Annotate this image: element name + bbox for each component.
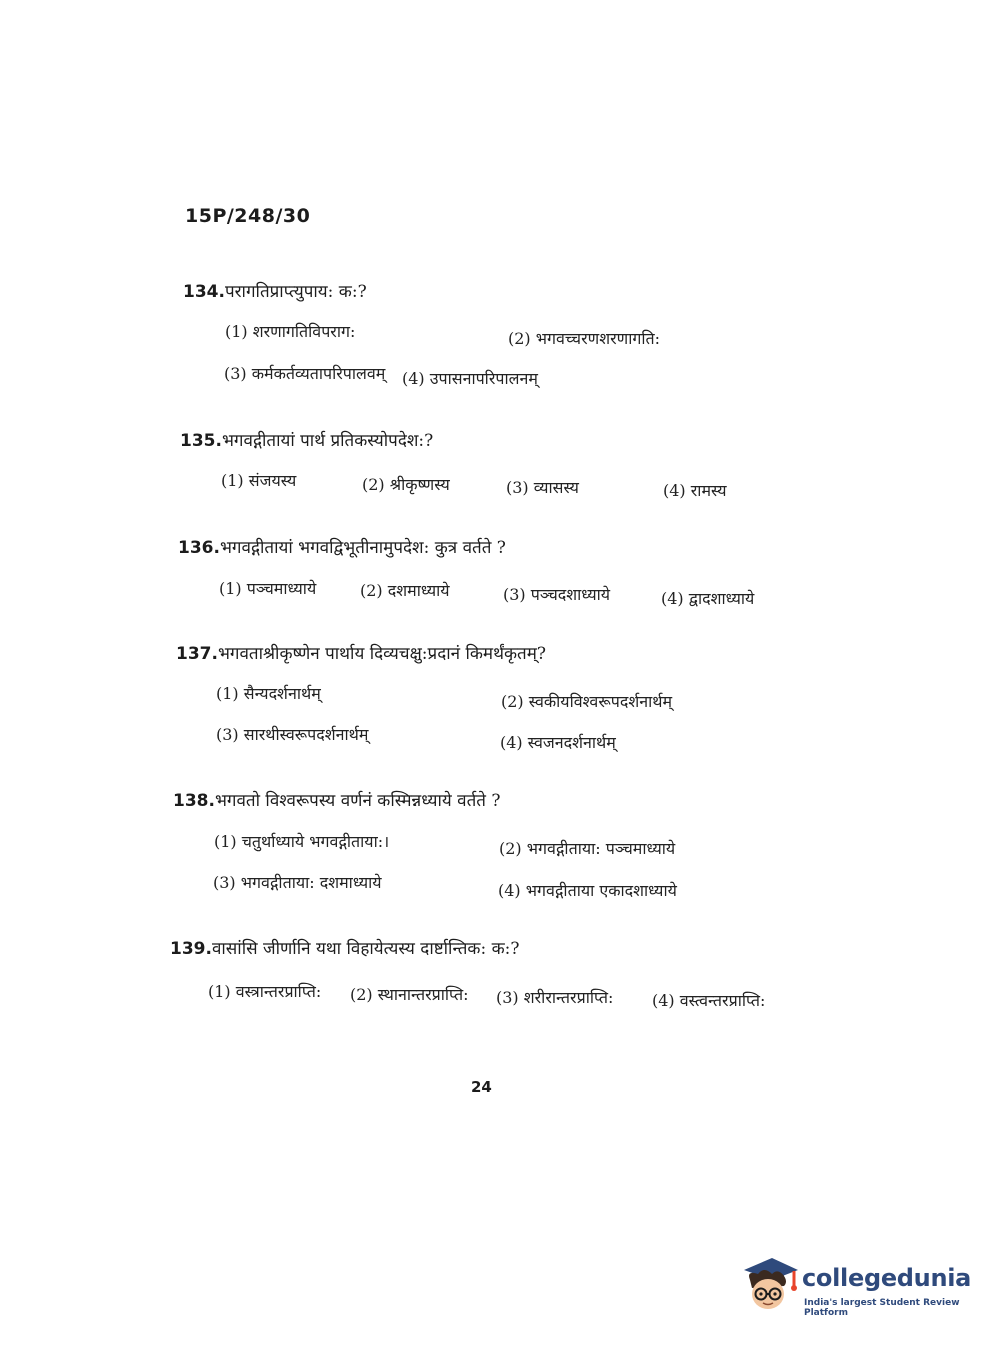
option-136-1: (1) पञ्चमाध्याये (219, 579, 317, 598)
option-138-4: (4) भगवद्गीताया एकादशाध्याये (498, 881, 677, 900)
brand-name: collegedunia (802, 1264, 972, 1292)
option-139-3: (3) शरीरान्तरप्राप्ति: (496, 988, 614, 1007)
question-text: भगवद्गीतायां पार्थ प्रतिकस्योपदेश:? (221, 431, 434, 451)
option-134-2: (2) भगवच्चरणशरणागति: (508, 329, 661, 348)
option-139-2: (2) स्थानान्तरप्राप्ति: (350, 985, 469, 1004)
question-number: 137. (176, 644, 218, 664)
option-135-3: (3) व्यासस्य (506, 478, 579, 497)
option-134-1: (1) शरणागतिविपराग: (225, 322, 356, 341)
option-137-1: (1) सैन्यदर्शनार्थम् (216, 684, 321, 703)
question-text: भगवतो विश्वरूपस्य वर्णनं कस्मिन्नध्याये वर्तते ? (214, 791, 501, 811)
question-135 (180, 428, 433, 451)
option-135-4: (4) रामस्य (663, 481, 727, 500)
option-139-4: (4) वस्त्वन्तरप्राप्ति: (652, 991, 766, 1010)
question-138 (173, 788, 500, 811)
student-mascot-icon (738, 1254, 800, 1316)
option-135-2: (2) श्रीकृष्णस्य (362, 475, 450, 494)
option-139-1: (1) वस्त्रान्तरप्राप्ति: (208, 982, 322, 1001)
option-138-1: (1) चतुर्थाध्याये भगवद्गीताया:। (214, 832, 390, 851)
option-134-3: (3) कर्मकर्तव्यतापरिपालवम् (224, 364, 386, 383)
question-number: 135. (180, 431, 222, 451)
collegedunia-logo (738, 1250, 970, 1320)
option-135-1: (1) संजयस्य (221, 471, 297, 490)
option-134-4: (4) उपासनापरिपालनम् (402, 369, 538, 388)
option-136-4: (4) द्वादशाध्याये (661, 589, 755, 608)
option-138-3: (3) भगवद्गीताया: दशमाध्याये (213, 873, 382, 892)
option-136-3: (3) पञ्चदशाध्याये (503, 585, 611, 604)
question-number: 136. (178, 538, 220, 558)
question-text: परागतिप्राप्त्युपाय: क:? (224, 282, 367, 302)
question-136 (178, 535, 506, 558)
question-number: 134. (183, 282, 225, 302)
brand-tagline: India's largest Student Review Platform (804, 1298, 960, 1318)
question-number: 138. (173, 791, 215, 811)
paper-code: 15P/248/30 (185, 205, 311, 227)
question-number: 139. (170, 939, 212, 959)
question-text: वासांसि जीर्णानि यथा विहायेत्यस्य दार्ष्टान्तिक: क:? (211, 939, 520, 959)
option-138-2: (2) भगवद्गीताया: पञ्चमाध्याये (499, 839, 676, 858)
option-137-3: (3) सारथीस्वरूपदर्शनार्थम् (216, 725, 369, 744)
page-number: 24 (471, 1078, 492, 1096)
option-137-2: (2) स्वकीयविश्वरूपदर्शनार्थम् (501, 692, 673, 711)
question-137 (176, 641, 546, 664)
question-text: भगवद्गीतायां भगवद्विभूतीनामुपदेश: कुत्र वर्तते ? (219, 538, 506, 558)
question-139 (170, 936, 519, 959)
option-137-4: (4) स्वजनदर्शनार्थम् (500, 733, 616, 752)
question-text: भगवताश्रीकृष्णेन पार्थाय दिव्यचक्षु:प्रदानं किमर्थंकृतम्? (217, 644, 546, 664)
option-136-2: (2) दशमाध्याये (360, 581, 450, 600)
question-134 (183, 279, 367, 302)
